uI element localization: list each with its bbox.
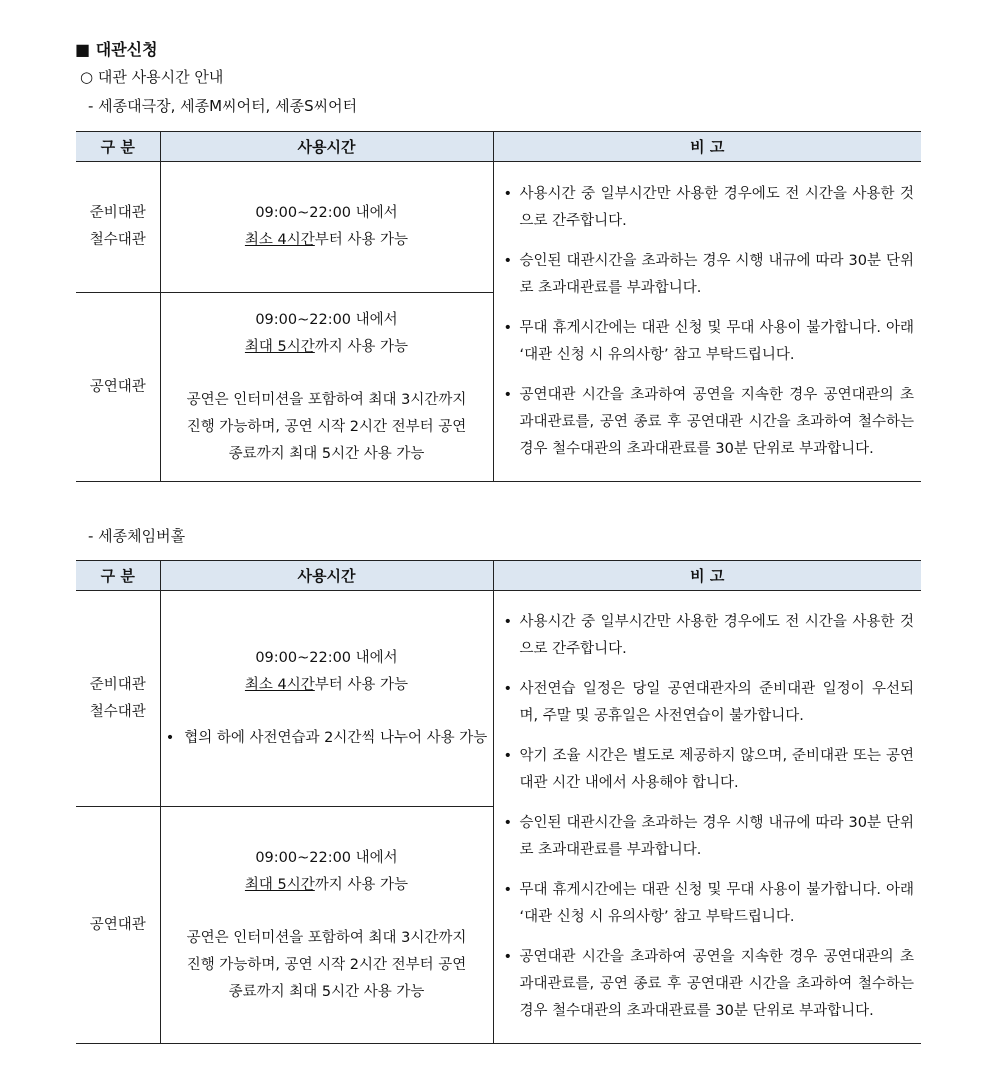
list-item: • 승인된 대관시간을 초과하는 경우 시행 내규에 따라 30분 단위로 초과대관료를 부과합니다. xyxy=(504,810,915,864)
time-cell xyxy=(160,591,493,807)
time-limit-rest: 까지 사용 가능 xyxy=(314,338,409,355)
time-cell xyxy=(160,293,493,482)
subsection-title xyxy=(80,66,223,87)
spacer xyxy=(162,899,492,925)
performance-desc: 공연은 인터미션을 포함하여 최대 3시간까지 xyxy=(186,929,467,946)
list-item: • 사용시간 중 일부시간만 사용한 경우에도 전 시간을 사용한 것으로 간주합니다. xyxy=(504,609,915,663)
note-cell xyxy=(493,162,921,482)
notes-list xyxy=(504,609,915,1025)
time-limit xyxy=(162,872,492,899)
venue-label-1: - 세종대극장, 세종M씨어터, 세종S씨어터 xyxy=(88,97,358,115)
performance-desc: 공연은 인터미션을 포함하여 최대 3시간까지 xyxy=(186,391,467,408)
time-range: 09:00~22:00 내에서 xyxy=(255,650,398,666)
time-limit-rest: 부터 사용 가능 xyxy=(314,232,409,248)
type-label: 준비대관 xyxy=(89,676,146,693)
time-limit xyxy=(162,334,492,361)
header-note: 비 고 xyxy=(493,561,921,591)
header-time: 사용시간 xyxy=(160,561,493,591)
bullet-icon: • xyxy=(165,730,175,746)
list-item: • 무대 휴게시간에는 대관 신청 및 무대 사용이 불가합니다. 아래 ‘대관 신청 시 유의사항’ 참고 부탁드립니다. xyxy=(504,315,915,369)
time-limit-emphasis: 최대 5시간 xyxy=(244,876,315,893)
performance-desc: 진행 가능하며, 공연 시작 2시간 전부터 공연 xyxy=(186,956,467,973)
spacer xyxy=(162,361,492,387)
header-type: 구 분 xyxy=(76,132,160,162)
list-item: • 승인된 대관시간을 초과하는 경우 시행 내규에 따라 30분 단위로 초과대관료를 부과합니다. xyxy=(504,248,915,302)
table-header-row xyxy=(76,561,921,591)
type-label: 공연대관 xyxy=(89,378,146,395)
table-row xyxy=(76,162,921,293)
type-cell xyxy=(76,591,160,807)
header-type: 구 분 xyxy=(76,561,160,591)
type-cell xyxy=(76,162,160,293)
list-item: • 사용시간 중 일부시간만 사용한 경우에도 전 시간을 사용한 것으로 간주합니다. xyxy=(504,181,915,235)
section-title xyxy=(75,37,158,60)
time-limit-rest: 까지 사용 가능 xyxy=(314,876,409,893)
note-cell xyxy=(493,591,921,1044)
header-time: 사용시간 xyxy=(160,132,493,162)
type-label: 철수대관 xyxy=(89,703,146,720)
spacer xyxy=(162,699,492,725)
time-limit-rest: 부터 사용 가능 xyxy=(314,677,409,693)
time-cell xyxy=(160,807,493,1044)
list-item: • 공연대관 시간을 초과하여 공연을 지속한 경우 공연대관의 초과대관료를, 공연 종료 후 공연대관 시간을 초과하여 철수하는 경우 철수대관의 초과대관료를 30분 단위로 부과합니다. xyxy=(504,944,915,1025)
type-cell xyxy=(76,293,160,482)
type-label: 공연대관 xyxy=(89,916,146,933)
circle-bullet-icon: ○ xyxy=(80,68,94,86)
list-item: • 무대 휴게시간에는 대관 신청 및 무대 사용이 불가합니다. 아래 ‘대관 신청 시 유의사항’ 참고 부탁드립니다. xyxy=(504,877,915,931)
type-label: 철수대관 xyxy=(89,232,146,248)
header-note: 비 고 xyxy=(493,132,921,162)
time-limit xyxy=(162,227,492,254)
subsection-title-text: 대관 사용시간 안내 xyxy=(97,68,224,86)
time-limit-emphasis: 최소 4시간 xyxy=(244,232,315,248)
rehearsal-note xyxy=(162,725,492,752)
rehearsal-note-text: 협의 하에 사전연습과 2시간씩 나누어 사용 가능 xyxy=(184,730,488,746)
performance-desc: 종료까지 최대 5시간 사용 가능 xyxy=(228,983,425,1000)
venue-label-2: - 세종체임버홀 xyxy=(88,527,186,545)
time-limit-emphasis: 최대 5시간 xyxy=(244,338,315,355)
performance-desc: 진행 가능하며, 공연 시작 2시간 전부터 공연 xyxy=(186,418,467,435)
time-limit-emphasis: 최소 4시간 xyxy=(244,677,315,693)
performance-desc: 종료까지 최대 5시간 사용 가능 xyxy=(228,445,425,462)
list-item: • 사전연습 일정은 당일 공연대관자의 준비대관 일정이 우선되며, 주말 및 공휴일은 사전연습이 불가합니다. xyxy=(504,676,915,730)
list-item: • 악기 조율 시간은 별도로 제공하지 않으며, 준비대관 또는 공연대관 시간 내에서 사용해야 합니다. xyxy=(504,743,915,797)
table-header-row xyxy=(76,132,921,162)
section-title-text: 대관신청 xyxy=(95,40,158,59)
notes-list xyxy=(504,181,915,463)
usage-time-table-1 xyxy=(76,131,921,482)
usage-time-table-2 xyxy=(76,560,921,1044)
time-range: 09:00~22:00 내에서 xyxy=(255,311,398,328)
type-label: 준비대관 xyxy=(89,205,146,221)
time-range: 09:00~22:00 내에서 xyxy=(255,205,398,221)
type-cell xyxy=(76,807,160,1044)
time-cell xyxy=(160,162,493,293)
time-range: 09:00~22:00 내에서 xyxy=(255,849,398,866)
table-row xyxy=(76,591,921,807)
time-limit xyxy=(162,672,492,699)
square-bullet-icon: ■ xyxy=(75,40,91,59)
list-item: • 공연대관 시간을 초과하여 공연을 지속한 경우 공연대관의 초과대관료를, 공연 종료 후 공연대관 시간을 초과하여 철수하는 경우 철수대관의 초과대관료를 30분 단위로 부과합니다. xyxy=(504,382,915,463)
